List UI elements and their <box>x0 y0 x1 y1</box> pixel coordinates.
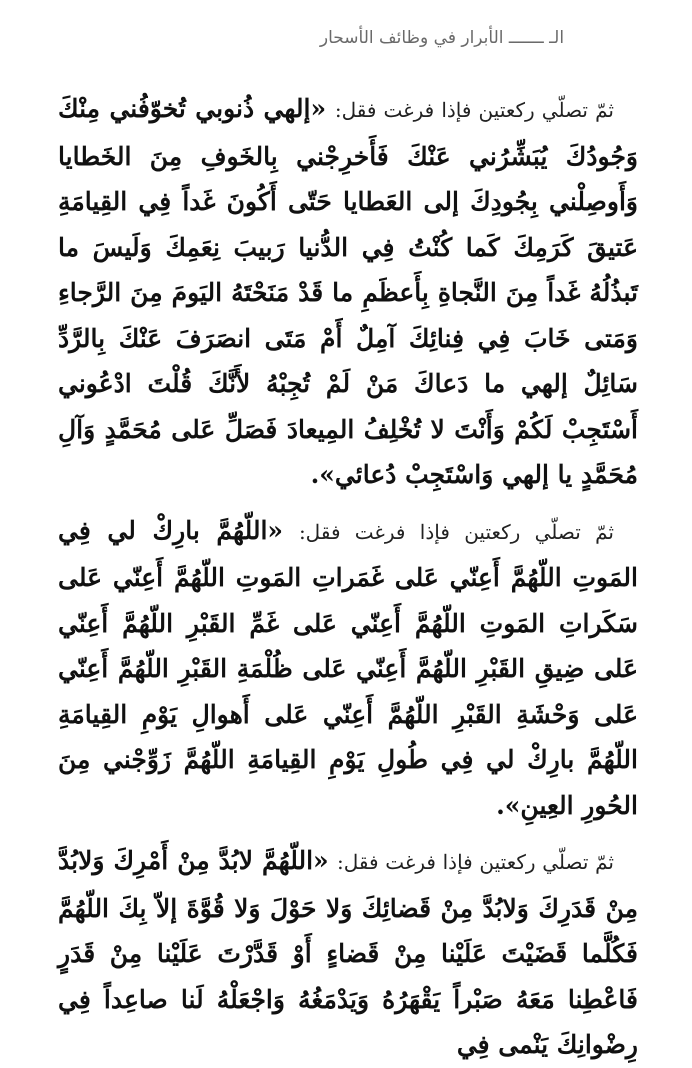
paragraph-intro: ثمّ تصلّي ركعتين فإذا فرغت فقل: <box>334 98 615 122</box>
prayer-paragraph <box>58 86 638 498</box>
paragraph-intro: ثمّ تصلّي ركعتين فإذا فرغت فقل: <box>298 519 614 544</box>
page-body <box>58 86 638 1068</box>
prayer-text: «إلهي ذُنوبي تُخوّفُني مِنْكَ وَجُودُكَ يُبَشِّرُني عَنْكَ فَأَخرِجْني بِالخَوفِ مِنَ الخَطايا وَأَوصِلْني بِجُودِكَ إلى العَطايا حَتّى أَكُونَ غَداً فِي القِيامَةِ عَتيقَ كَرَمِكَ كَما كُنْتُ فِي الدُّنيا رَبيبَ نِعَمِكَ وَلَيسَ ما تَبذُلُهُ غَداً مِنَ النَّجاةِ بِأَعظَمِ ما قَدْ مَنَحْتَهُ اليَومَ مِنَ الرَّجاءِ وَمَتى خَابَ فِي فِنائِكَ آمِلٌ أَمْ مَتَى انصَرَفَ عَنْكَ بِالرَّدِّ سَائِلٌ إلهي ما دَعاكَ مَنْ لَمْ تُجِبْهُ لأَنَّكَ قُلْتَ ادْعُوني أَسْتَجِبْ لَكُمْ وَأَنْتَ لا تُخْلِفُ المِيعادَ فَصَلِّ عَلى مُحَمَّدٍ وَآلِ مُحَمَّدٍ يا إلهي وَاسْتَجِبْ دُعائي». <box>58 94 638 489</box>
prayer-text: «اللّهُمَّ لابُدَّ مِنْ أَمْرِكَ وَلابُدَّ مِنْ قَدَرِكَ وَلابُدَّ مِنْ قَضائِكَ وَلا حَوْلَ وَلا قُوَّةَ إلاّ بِكَ اللّهُمَّ فَكُلَّما قَضَيْتَ عَلَيْنا مِنْ قَضاءٍ أَوْ قَدَّرْتَ عَلَيْنا مِنْ قَدَرٍ فَاعْطِنا مَعَهُ صَبْراً يَقْهَرُهُ وَيَدْمَغُهُ وَاجْعَلْهُ لَنا صاعِداً فِي رِضْوانِكَ يَنْمى فِي <box>58 846 638 1059</box>
prayer-text: «اللّهُمَّ بارِكْ لي فِي المَوتِ اللّهُمَّ أَعِنّي عَلى غَمَراتِ المَوتِ اللّهُمَّ أَعِنّي عَلى سَكَراتِ المَوتِ اللّهُمَّ أَعِنّي عَلى غَمِّ القَبْرِ اللّهُمَّ أَعِنّي عَلى ضِيقِ القَبْرِ اللّهُمَّ أَعِنّي عَلى ظُلْمَةِ القَبْرِ اللّهُمَّ أَعِنّي عَلى وَحْشَةِ القَبْرِ اللّهُمَّ أَعِنّي عَلى أَهوالِ يَوْمِ القِيامَةِ اللّهُمَّ بارِكْ لي فِي طُولِ يَوْمِ القِيامَةِ اللّهُمَّ زَوِّجْني مِنَ الحُورِ العِينِ». <box>58 515 638 820</box>
paragraph-intro: ثمّ تصلّي ركعتين فإذا فرغت فقل: <box>336 850 614 874</box>
running-header: الـ ـــــــ الأبرار في وظائف الأسحار <box>319 28 565 48</box>
prayer-paragraph <box>58 508 638 829</box>
prayer-paragraph <box>58 838 638 1068</box>
